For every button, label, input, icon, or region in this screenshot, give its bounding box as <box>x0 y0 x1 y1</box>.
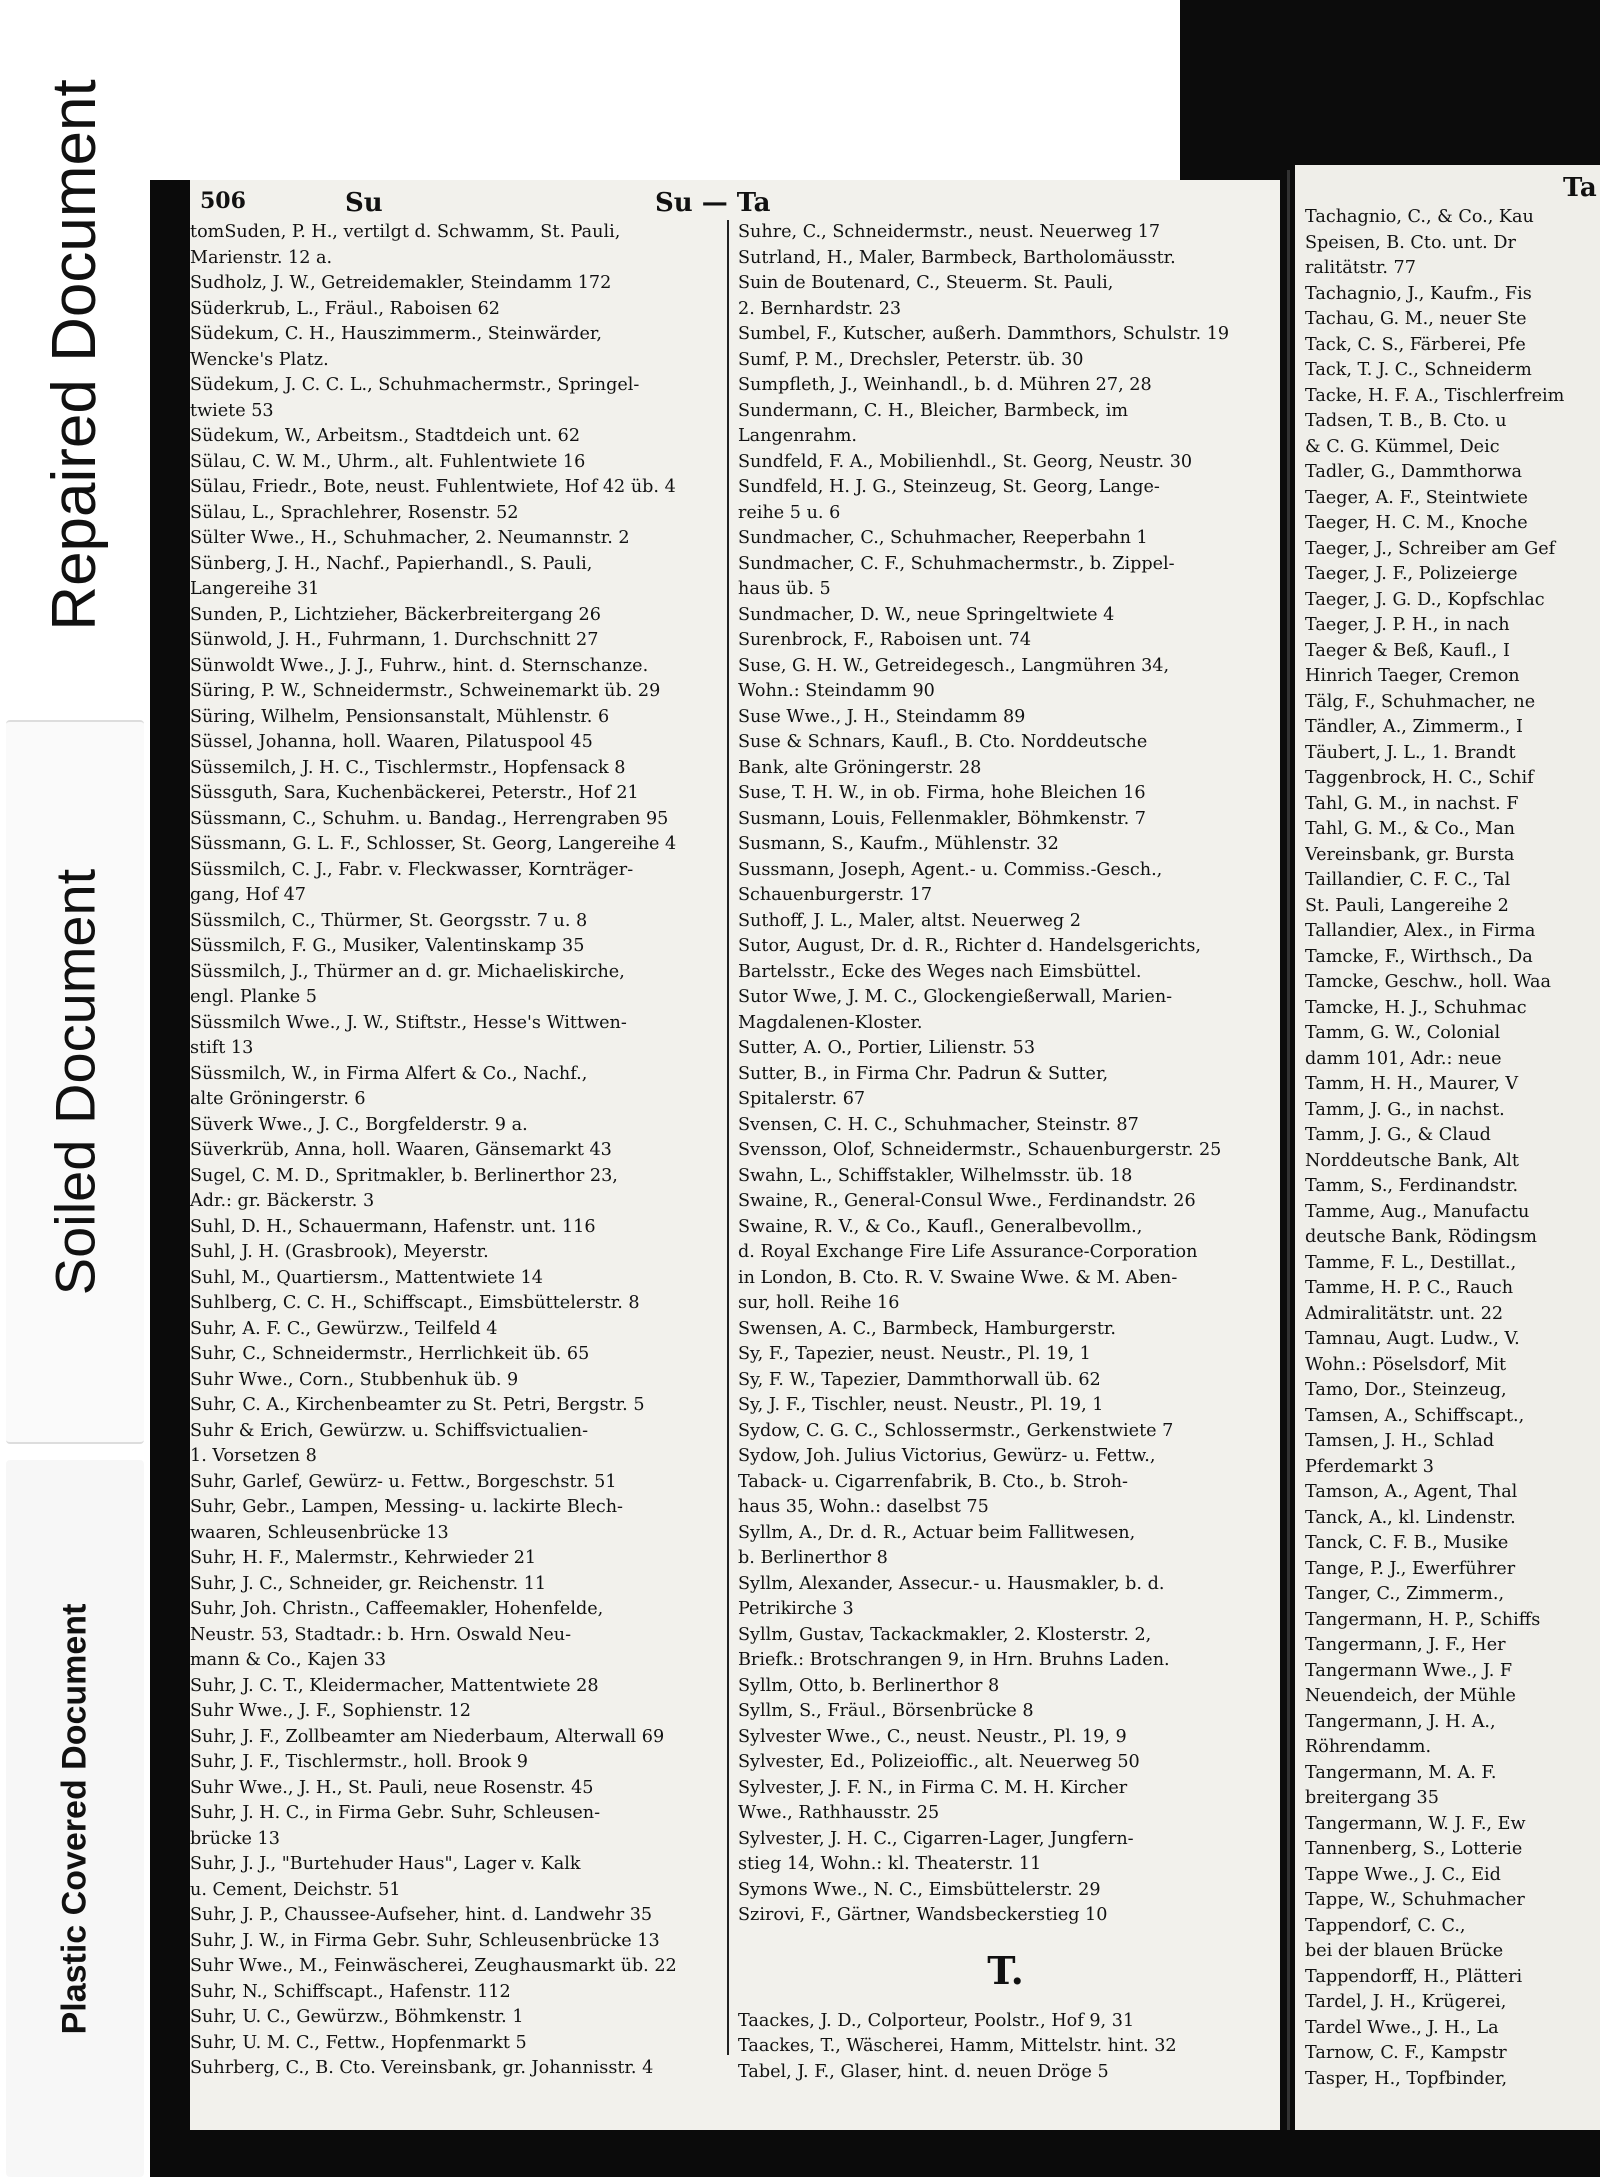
column-2-entry: Sydow, C. G. C., Schlossermstr., Gerkenstwiete 7 <box>738 1420 1174 1441</box>
adjacent-page-entry: Tamme, Aug., Manufactu <box>1305 1201 1530 1222</box>
adjacent-page-entry: Neuendeich, der Mühle <box>1305 1686 1516 1706</box>
column-2-entry: Wwe., Rathhausstr. 25 <box>738 1803 940 1823</box>
adjacent-page-entry: Tachagnio, C., & Co., Kau <box>1305 207 1534 227</box>
column-1-entry: Suhlberg, C. C. H., Schiffscapt., Eimsbüttelerstr. 8 <box>190 1293 640 1313</box>
adjacent-page-entry: Tappendorff, H., Plätteri <box>1305 1966 1523 1987</box>
column-1-entry: Süring, Wilhelm, Pensionsanstalt, Mühlenstr. 6 <box>190 706 610 727</box>
column-2-entry: Sundfeld, H. J. G., Steinzeug, St. Georg, Lange- <box>738 477 1160 497</box>
column-1-entry: Süssmann, G. L. F., Schlosser, St. Georg, Langereihe 4 <box>190 834 677 854</box>
column-2-entry: Swensen, A. C., Barmbeck, Hamburgerstr. <box>738 1318 1116 1339</box>
column-2-entry: 2. Bernhardstr. 23 <box>738 298 902 319</box>
column-1-entry: Süssmilch, J., Thürmer an d. gr. Michaeliskirche, <box>190 961 625 982</box>
column-1-entry: mann & Co., Kajen 33 <box>190 1650 387 1670</box>
adjacent-page-entry: Tangermann, J. H. A., <box>1305 1711 1496 1732</box>
column-2-entry: Swaine, R., General-Consul Wwe., Ferdinandstr. 26 <box>738 1191 1196 1211</box>
adjacent-page-entry: Tamcke, H. J., Schuhmac <box>1305 997 1527 1018</box>
column-2-entry: Swaine, R. V., & Co., Kaufl., Generalbevollm., <box>738 1216 1143 1237</box>
column-2-entry: Svensen, C. H. C., Schuhmacher, Steinstr. 87 <box>738 1114 1139 1135</box>
adjacent-page-entry: Tanck, C. F. B., Musike <box>1305 1533 1509 1553</box>
column-1-entry: Suhr Wwe., Corn., Stubbenhuk üb. 9 <box>190 1369 519 1390</box>
column-2-entry: Syllm, Alexander, Assecur.- u. Hausmakler, b. d. <box>738 1573 1165 1594</box>
column-2-entry: Spitalerstr. 67 <box>738 1089 866 1109</box>
column-2-entry: Sundfeld, F. A., Mobilienhdl., St. Georg, Neustr. 30 <box>738 451 1193 472</box>
tab-plastic-covered-document <box>6 1460 144 2177</box>
column-1-entry: Sülau, Friedr., Bote, neust. Fuhlentwiete, Hof 42 üb. 4 <box>190 477 676 497</box>
adjacent-page-header: Ta <box>1563 173 1597 203</box>
column-2-entry: Sylvester, Ed., Polizeioffic., alt. Neuerweg 50 <box>738 1752 1140 1772</box>
adjacent-page-entry: Tälg, F., Schuhmacher, ne <box>1305 691 1536 712</box>
column-2-entry: Schauenburgerstr. 17 <box>738 885 933 905</box>
section-letter-t: T. <box>987 1947 1024 1993</box>
column-2-entry: Petrikirche 3 <box>738 1599 854 1619</box>
column-1-entry: Südekum, C. H., Hauszimmerm., Steinwärder, <box>190 324 602 344</box>
column-1-entry: gang, Hof 47 <box>190 885 306 905</box>
column-2-entry: Wohn.: Steindamm 90 <box>738 681 935 701</box>
column-1-entry: alte Gröningerstr. 6 <box>190 1089 366 1109</box>
column-2-entry: Syllm, Otto, b. Berlinerthor 8 <box>738 1675 1000 1696</box>
column-1-entry: brücke 13 <box>190 1828 280 1849</box>
column-2-entry: Sundermann, C. H., Bleicher, Barmbeck, im <box>738 400 1129 421</box>
adjacent-page-entry: Tappendorf, C. C., <box>1305 1915 1466 1936</box>
adjacent-page-entry: Taggenbrock, H. C., Schif <box>1305 768 1534 788</box>
page-gutter <box>1287 170 1290 2140</box>
column-1-entry: Süderkrub, L., Fräul., Raboisen 62 <box>190 298 500 319</box>
column-2-entry: Syllm, S., Fräul., Börsenbrücke 8 <box>738 1701 1034 1721</box>
adjacent-page-entry: Tangermann Wwe., J. F <box>1305 1660 1513 1681</box>
column-2-entry: Sumf, P. M., Drechsler, Peterstr. üb. 30 <box>738 349 1084 370</box>
scan-top-margin <box>150 0 1190 180</box>
adjacent-page-entry: Taeger, J., Schreiber am Gef <box>1305 538 1556 559</box>
column-2-entry: Sy, F. W., Tapezier, Dammthorwall üb. 62 <box>738 1369 1101 1390</box>
column-1-entry: Suhr, A. F. C., Gewürzw., Teilfeld 4 <box>190 1318 498 1339</box>
adjacent-page-entry: Tadler, G., Dammthorwa <box>1305 462 1522 482</box>
column-1-entry: Suhr, J. F., Zollbeamter am Niederbaum, Alterwall 69 <box>190 1726 665 1747</box>
column-2-entry: stieg 14, Wohn.: kl. Theaterstr. 11 <box>738 1854 1042 1874</box>
column-1-entry: Suhr, J. F., Tischlermstr., holl. Brook 9 <box>190 1752 528 1772</box>
adjacent-page-entry: Wohn.: Pöselsdorf, Mit <box>1305 1354 1507 1375</box>
column-1-entry: Suhr, C. A., Kirchenbeamter zu St. Petri, Bergstr. 5 <box>190 1395 645 1415</box>
adjacent-page-entries <box>1305 205 1600 2092</box>
column-2-t-entry: Taackes, T., Wäscherei, Hamm, Mittelstr. hint. 32 <box>738 2036 1177 2056</box>
column-1-entry: waaren, Schleusenbrücke 13 <box>190 1522 449 1543</box>
column-2-entry: Sutter, A. O., Portier, Lilienstr. 53 <box>738 1038 1036 1058</box>
column-1-entry: Sülau, C. W. M., Uhrm., alt. Fuhlentwiete 16 <box>190 451 586 472</box>
column-1-entry: Sülter Wwe., H., Schuhmacher, 2. Neumannstr. 2 <box>190 528 630 548</box>
column-1-entry: Suhr, J. C. T., Kleidermacher, Mattentwiete 28 <box>190 1675 599 1696</box>
adjacent-page-entry: Tange, P. J., Ewerführer <box>1305 1558 1516 1579</box>
adjacent-page-entry: Taeger, J. G. D., Kopfschlac <box>1305 589 1545 610</box>
column-1-entry: Suhr, Joh. Christn., Caffeemakler, Hohenfelde, <box>190 1599 604 1619</box>
adjacent-page-entry: Röhrendamm. <box>1305 1737 1432 1757</box>
column-1-entry: Süssmann, C., Schuhm. u. Bandag., Herrengraben 95 <box>190 808 669 829</box>
column-2-t-entry: Tabel, J. F., Glaser, hint. d. neuen Dröge 5 <box>738 2061 1109 2082</box>
column-1-entry: Süverkrüb, Anna, holl. Waaren, Gänsemarkt 43 <box>190 1140 612 1160</box>
adjacent-page-entry: Tardel, J. H., Krügerei, <box>1305 1992 1507 2012</box>
column-1-entry: Suhl, J. H. (Grasbrook), Meyerstr. <box>190 1242 489 1262</box>
adjacent-page-entry: Tarnow, C. F., Kampstr <box>1305 2043 1507 2063</box>
column-2-entry: Sundmacher, D. W., neue Springeltwiete 4 <box>738 604 1115 625</box>
column-2-entry: Surenbrock, F., Raboisen unt. 74 <box>738 630 1032 650</box>
column-2-entry: reihe 5 u. 6 <box>738 502 841 523</box>
adjacent-page-entry: Norddeutsche Bank, Alt <box>1305 1150 1519 1171</box>
column-2-t-entry: Taackes, J. D., Colporteur, Poolstr., Hof 9, 31 <box>738 2010 1135 2031</box>
adjacent-page-entry: Tamm, H. H., Maurer, V <box>1305 1074 1519 1094</box>
column-2-entries <box>738 220 1273 1929</box>
tab-repaired-document <box>6 0 144 710</box>
adjacent-page-entry: Tamson, A., Agent, Thal <box>1305 1482 1518 1502</box>
column-divider <box>727 220 729 2055</box>
directory-page <box>190 180 1280 2130</box>
adjacent-page-entry: Tardel Wwe., J. H., La <box>1305 2017 1499 2038</box>
scan-bottom-edge <box>150 2130 1600 2177</box>
adjacent-page-entry: Tahl, G. M., & Co., Man <box>1305 819 1516 839</box>
adjacent-page-entry: Taeger, H. C. M., Knoche <box>1305 513 1528 533</box>
column-2-entry: Sutor Wwe, J. M. C., Glockengießerwall, Marien- <box>738 987 1173 1007</box>
adjacent-page-entry: deutsche Bank, Rödingsm <box>1305 1227 1537 1247</box>
column-1-entry: Suhl, M., Quartiersm., Mattentwiete 14 <box>190 1267 544 1288</box>
adjacent-page-entry: Tahl, G. M., in nachst. F <box>1305 793 1519 814</box>
column-1-entry: tomSuden, P. H., vertilgt d. Schwamm, St. Pauli, <box>190 222 621 242</box>
adjacent-page-entry: Tack, T. J. C., Schneiderm <box>1305 360 1532 380</box>
adjacent-page-entry: Tändler, A., Zimmerm., I <box>1305 717 1523 737</box>
column-1-entry: Suhr, J. C., Schneider, gr. Reichenstr. 11 <box>190 1573 547 1594</box>
column-2-entry: Suse, T. H. W., in ob. Firma, hohe Bleichen 16 <box>738 783 1146 803</box>
adjacent-page-entry: damm 101, Adr.: neue <box>1305 1048 1502 1069</box>
column-2-entry: Suthoff, J. L., Maler, altst. Neuerweg 2 <box>738 910 1081 931</box>
adjacent-page-entry: Tangermann, H. P., Schiffs <box>1305 1609 1541 1630</box>
adjacent-page-entry: Tamm, S., Ferdinandstr. <box>1305 1176 1519 1196</box>
column-1-entry: Suhr Wwe., J. H., St. Pauli, neue Rosenstr. 45 <box>190 1777 594 1798</box>
adjacent-page-entry: Tasper, H., Topfbinder, <box>1305 2068 1508 2089</box>
adjacent-page-entry: Taillandier, C. F. C., Tal <box>1305 870 1511 890</box>
column-1-entry: stift 13 <box>190 1038 254 1058</box>
column-2-entry: Suse, G. H. W., Getreidegesch., Langmühren 34, <box>738 655 1170 676</box>
column-1-entry: Suhr, Gebr., Lampen, Messing- u. lackirte Blech- <box>190 1497 624 1517</box>
column-1-entry: Adr.: gr. Bäckerstr. 3 <box>190 1191 375 1211</box>
column-1-entry: Suhr, J. P., Chaussee-Aufseher, hint. d. Landwehr 35 <box>190 1905 653 1925</box>
column-1-entry: Suhr Wwe., M., Feinwäscherei, Zeughausmarkt üb. 22 <box>190 1956 677 1976</box>
column-1-entry: Süssel, Johanna, holl. Waaren, Pilatuspool 45 <box>190 732 593 752</box>
tab-label-plastic: Plastic Covered Document <box>55 1603 94 2034</box>
tab-label-repaired: Repaired Document <box>40 79 109 631</box>
column-1-entry: Sunden, P., Lichtzieher, Bäckerbreitergang 26 <box>190 604 601 625</box>
adjacent-page-entry: St. Pauli, Langereihe 2 <box>1305 895 1509 916</box>
column-2-entry: Sylvester, J. H. C., Cigarren-Lager, Jungfern- <box>738 1828 1134 1849</box>
column-1-entry: Süssguth, Sara, Kuchenbäckerei, Peterstr., Hof 21 <box>190 783 639 803</box>
adjacent-page-entry: Tadsen, T. B., B. Cto. u <box>1305 411 1507 431</box>
adjacent-page-entry: Speisen, B. Cto. unt. Dr <box>1305 232 1516 253</box>
adjacent-page-entry: ralitätstr. 77 <box>1305 258 1416 278</box>
adjacent-page-entry: Tamcke, Geschw., holl. Waa <box>1305 972 1551 992</box>
adjacent-page-entry: Taeger, A. F., Steintwiete <box>1305 487 1528 508</box>
column-2-entry: Symons Wwe., N. C., Eimsbüttelerstr. 29 <box>738 1879 1101 1900</box>
column-1-entry: Suhr, H. F., Malermstr., Kehrwieder 21 <box>190 1548 537 1568</box>
column-1-entry: Suhr, N., Schiffscapt., Hafenstr. 112 <box>190 1981 511 2002</box>
tab-soiled-document <box>6 720 144 1444</box>
column-2-entry: Briefk.: Brotschrangen 9, in Hrn. Bruhns Laden. <box>738 1650 1170 1670</box>
column-1-entry: Suhr & Erich, Gewürzw. u. Schiffsvictualien- <box>190 1420 589 1441</box>
adjacent-page-entry: Tamsen, A., Schiffscapt., <box>1305 1405 1525 1426</box>
column-1-entry: Suhl, D. H., Schauermann, Hafenstr. unt. 116 <box>190 1216 596 1237</box>
column-1-entry: Wencke's Platz. <box>190 349 329 370</box>
column-1-entry: u. Cement, Deichstr. 51 <box>190 1879 401 1900</box>
column-1-entry: Süssmilch Wwe., J. W., Stiftstr., Hesse's Wittwen- <box>190 1012 627 1033</box>
adjacent-page-entry: Tappe Wwe., J. C., Eid <box>1305 1864 1501 1885</box>
column-1-entry: Süssmilch, C., Thürmer, St. Georgsstr. 7 u. 8 <box>190 910 588 931</box>
adjacent-page-entry: Tamnau, Augt. Ludw., V. <box>1305 1329 1520 1349</box>
column-2-entry: Bank, alte Gröningerstr. 28 <box>738 757 982 778</box>
column-1-entry: Süssmilch, W., in Firma Alfert & Co., Nachf., <box>190 1063 588 1084</box>
column-1-entry: Suhr, J. J., "Burtehuder Haus", Lager v. Kalk <box>190 1854 581 1874</box>
column-1-entry: Suhr, J. H. C., in Firma Gebr. Suhr, Schleusen- <box>190 1803 601 1823</box>
adjacent-page-entry: Tamm, G. W., Colonial <box>1305 1023 1501 1043</box>
adjacent-page-entry: Hinrich Taeger, Cremon <box>1305 666 1520 686</box>
adjacent-page-entry: Tappe, W., Schuhmacher <box>1305 1890 1525 1910</box>
column-2-entry: Swahn, L., Schiffstakler, Wilhelmsstr. üb. 18 <box>738 1165 1133 1186</box>
column-2-entry: Sylvester Wwe., C., neust. Neustr., Pl. 19, 9 <box>738 1726 1127 1747</box>
column-2-entry: Sumpfleth, J., Weinhandl., b. d. Mühren 27, 28 <box>738 375 1152 395</box>
column-2-entry: Syllm, Gustav, Tackackmakler, 2. Klosterstr. 2, <box>738 1624 1152 1645</box>
column-2-entry: Susmann, S., Kaufm., Mühlenstr. 32 <box>738 834 1059 854</box>
column-2-entry: Bartelsstr., Ecke des Weges nach Eimsbüttel. <box>738 961 1142 982</box>
adjacent-page-entry: Täubert, J. L., 1. Brandt <box>1305 742 1516 763</box>
adjacent-page <box>1295 165 1600 2140</box>
adjacent-page-entry: Admiralitätstr. unt. 22 <box>1305 1303 1504 1324</box>
adjacent-page-entry: Tallandier, Alex., in Firma <box>1305 921 1536 941</box>
column-1-entry: Langereihe 31 <box>190 579 320 599</box>
adjacent-page-entry: Vereinsbank, gr. Bursta <box>1305 844 1515 865</box>
column-2 <box>738 220 1273 2085</box>
adjacent-page-entry: Tacke, H. F. A., Tischlerfreim <box>1305 385 1565 406</box>
column-2-entry: Suse & Schnars, Kaufl., B. Cto. Norddeutsche <box>738 732 1148 752</box>
tab-label-soiled: Soiled Document <box>43 868 107 1296</box>
adjacent-page-entry: Taeger & Beß, Kaufl., I <box>1305 640 1510 661</box>
column-1-entry: Sünwold, J. H., Fuhrmann, 1. Durchschnitt 27 <box>190 630 599 650</box>
condition-sidebar <box>0 0 150 2177</box>
column-2-entry: Sutrland, H., Maler, Barmbeck, Bartholomäusstr. <box>738 247 1176 268</box>
adjacent-page-entry: Tangermann, M. A. F. <box>1305 1762 1497 1783</box>
adjacent-page-entry: Tamme, F. L., Destillat., <box>1305 1252 1517 1273</box>
adjacent-page-entry: bei der blauen Brücke <box>1305 1941 1504 1961</box>
column-1-entry: engl. Planke 5 <box>190 987 317 1007</box>
column-1-entry: Süverk Wwe., J. C., Borgfelderstr. 9 a. <box>190 1114 528 1135</box>
adjacent-page-entry: Tamm, J. G., in nachst. <box>1305 1099 1505 1120</box>
adjacent-page-entry: Tamme, H. P. C., Rauch <box>1305 1278 1514 1298</box>
column-1-entry: Sudholz, J. W., Getreidemakler, Steindamm 172 <box>190 273 612 293</box>
column-2-entry: haus üb. 5 <box>738 579 831 599</box>
column-1-entry: Suhr, C., Schneidermstr., Herrlichkeit üb. 65 <box>190 1344 590 1364</box>
column-2-entry: Suse Wwe., J. H., Steindamm 89 <box>738 706 1026 727</box>
column-1-entry: Süssmilch, C. J., Fabr. v. Fleckwasser, Kornträger- <box>190 859 634 880</box>
adjacent-page-entry: Tamm, J. G., & Claud <box>1305 1125 1491 1145</box>
column-2-entry: d. Royal Exchange Fire Life Assurance-Corporation <box>738 1242 1198 1262</box>
column-2-entry: Syllm, A., Dr. d. R., Actuar beim Fallitwesen, <box>738 1522 1136 1543</box>
column-2-entry: Sutor, August, Dr. d. R., Richter d. Handelsgerichts, <box>738 936 1201 956</box>
column-2-entry: Szirovi, F., Gärtner, Wandsbeckerstieg 10 <box>738 1905 1108 1925</box>
column-2-entry: Sylvester, J. F. N., in Firma C. M. H. Kircher <box>738 1777 1128 1798</box>
column-1-entry: Suhrberg, C., B. Cto. Vereinsbank, gr. Johannisstr. 4 <box>190 2058 654 2078</box>
column-2-entry: Sundmacher, C., Schuhmacher, Reeperbahn 1 <box>738 528 1148 548</box>
adjacent-page-entry: Tamo, Dor., Steinzeug, <box>1305 1380 1507 1400</box>
column-1-entry: Suhr, U. C., Gewürzw., Böhmkenstr. 1 <box>190 2007 524 2027</box>
column-1-entry: Südekum, W., Arbeitsm., Stadtdeich unt. 62 <box>190 426 581 446</box>
column-1-entry: Sünwoldt Wwe., J. J., Fuhrw., hint. d. Sternschanze. <box>190 655 649 676</box>
adjacent-page-entry: Tanger, C., Zimmerm., <box>1305 1584 1505 1604</box>
column-2-entry: Sussmann, Joseph, Agent.- u. Commiss.-Gesch., <box>738 859 1163 880</box>
column-1-entry: Sünberg, J. H., Nachf., Papierhandl., S. Pauli, <box>190 553 593 574</box>
adjacent-page-entry: Tack, C. S., Färberei, Pfe <box>1305 334 1526 355</box>
column-1-entry: Sülau, L., Sprachlehrer, Rosenstr. 52 <box>190 502 519 523</box>
column-1-entry: twiete 53 <box>190 400 274 421</box>
adjacent-page-entry: Tanck, A., kl. Lindenstr. <box>1305 1507 1516 1528</box>
column-2-entry: Taback- u. Cigarrenfabrik, B. Cto., b. Stroh- <box>738 1471 1128 1492</box>
adjacent-page-entry: Tamsen, J. H., Schlad <box>1305 1431 1495 1451</box>
column-1-entry: Suhr, J. W., in Firma Gebr. Suhr, Schleusenbrücke 13 <box>190 1930 660 1951</box>
page-header-right: Su — Ta <box>655 188 771 218</box>
adjacent-page-entry: breitergang 35 <box>1305 1788 1439 1808</box>
column-1-entry: Sugel, C. M. D., Spritmakler, b. Berlinerthor 23, <box>190 1165 618 1186</box>
column-2-entry: Sutter, B., in Firma Chr. Padrun & Sutter, <box>738 1063 1109 1084</box>
column-2-entry: Sundmacher, C. F., Schuhmachermstr., b. Zippel- <box>738 553 1175 574</box>
page-number: 506 <box>200 188 246 214</box>
column-1-entry: Süssemilch, J. H. C., Tischlermstr., Hopfensack 8 <box>190 757 626 778</box>
adjacent-page-entry: Pferdemarkt 3 <box>1305 1456 1434 1477</box>
column-2-entry: Magdalenen-Kloster. <box>738 1012 923 1033</box>
column-2-entry: Langenrahm. <box>738 426 858 446</box>
column-1-entry: Süssmilch, F. G., Musiker, Valentinskamp 35 <box>190 936 585 956</box>
adjacent-page-entry: Tangermann, J. F., Her <box>1305 1635 1506 1655</box>
adjacent-page-entry: Tachau, G. M., neuer Ste <box>1305 309 1527 329</box>
column-2-entry: in London, B. Cto. R. V. Swaine Wwe. & M. Aben- <box>738 1267 1178 1288</box>
column-2-entry: haus 35, Wohn.: daselbst 75 <box>738 1497 989 1517</box>
adjacent-page-entry: Tannenberg, S., Lotterie <box>1305 1839 1523 1859</box>
column-1-entry: Süring, P. W., Schneidermstr., Schweinemarkt üb. 29 <box>190 681 661 701</box>
column-1-entry: Südekum, J. C. C. L., Schuhmachermstr., Springel- <box>190 375 640 395</box>
column-2-entry: Sy, F., Tapezier, neust. Neustr., Pl. 19, 1 <box>738 1344 1091 1364</box>
adjacent-page-entry: Taeger, J. P. H., in nach <box>1305 615 1510 635</box>
adjacent-page-entry: Tamcke, F., Wirthsch., Da <box>1305 946 1533 967</box>
column-2-t-entries <box>738 2009 1273 2086</box>
adjacent-page-entry: Tachagnio, J., Kaufm., Fis <box>1305 283 1532 304</box>
page-header-left: Su <box>345 188 383 218</box>
column-1 <box>190 220 722 2082</box>
column-2-entry: b. Berlinerthor 8 <box>738 1548 888 1568</box>
column-2-entry: sur, holl. Reihe 16 <box>738 1293 900 1313</box>
column-1-entry: 1. Vorsetzen 8 <box>190 1446 317 1466</box>
column-2-entry: Suhre, C., Schneidermstr., neust. Neuerweg 17 <box>738 222 1161 242</box>
column-2-entry: Susmann, Louis, Fellenmakler, Böhmkenstr. 7 <box>738 808 1146 829</box>
column-2-entry: Suin de Boutenard, C., Steuerm. St. Pauli, <box>738 273 1114 293</box>
column-2-entry: Sydow, Joh. Julius Victorius, Gewürz- u. Fettw., <box>738 1446 1156 1466</box>
column-1-entry: Suhr Wwe., J. F., Sophienstr. 12 <box>190 1701 471 1721</box>
column-2-entry: Sumbel, F., Kutscher, außerh. Dammthors, Schulstr. 19 <box>738 324 1230 344</box>
column-2-entry: Sy, J. F., Tischler, neust. Neustr., Pl. 19, 1 <box>738 1395 1104 1415</box>
column-1-entry: Marienstr. 12 a. <box>190 247 333 268</box>
adjacent-page-entry: Taeger, J. F., Polizeierge <box>1305 564 1518 584</box>
adjacent-page-entry: Tangermann, W. J. F., Ew <box>1305 1813 1526 1834</box>
column-2-entry: Svensson, Olof, Schneidermstr., Schauenburgerstr. 25 <box>738 1140 1222 1160</box>
adjacent-page-entry: & C. G. Kümmel, Deic <box>1305 436 1500 457</box>
column-1-entry: Neustr. 53, Stadtadr.: b. Hrn. Oswald Neu- <box>190 1624 572 1645</box>
column-1-entry: Suhr, Garlef, Gewürz- u. Fettw., Borgeschstr. 51 <box>190 1471 617 1492</box>
column-1-entry: Suhr, U. M. C., Fettw., Hopfenmarkt 5 <box>190 2032 527 2053</box>
